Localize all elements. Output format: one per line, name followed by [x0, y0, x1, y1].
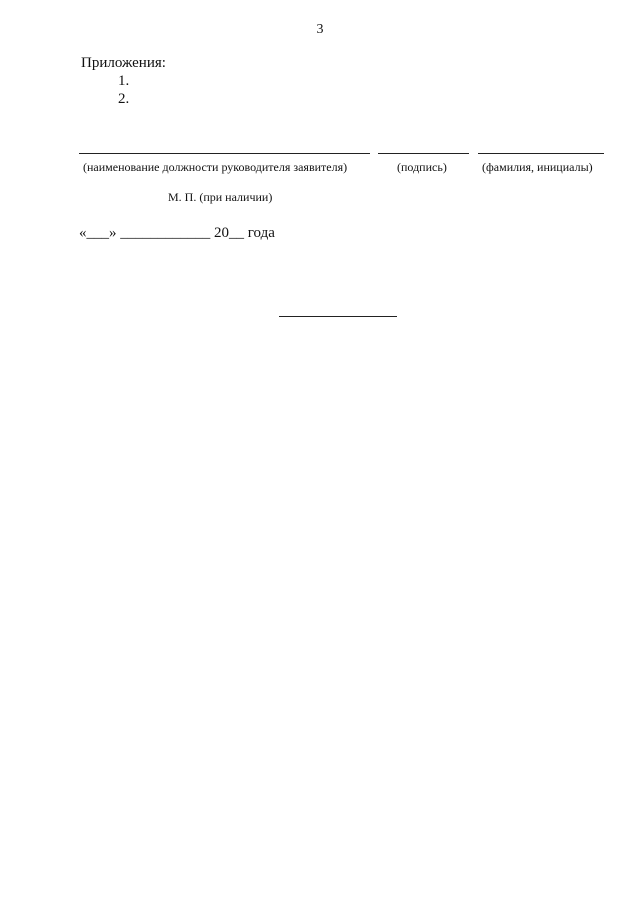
signature-line	[378, 153, 469, 154]
attachment-item-2: 2.	[118, 91, 130, 107]
date-line: «___» ____________ 20__ года	[79, 225, 275, 241]
attachment-item-1: 1.	[118, 73, 130, 89]
position-signature-line	[79, 153, 370, 154]
page-number: 3	[316, 22, 324, 37]
attachments-title: Приложения:	[81, 55, 166, 71]
signature-caption: (подпись)	[397, 160, 447, 174]
stamp-note: М. П. (при наличии)	[168, 190, 273, 204]
end-rule	[279, 316, 397, 317]
name-signature-line	[478, 153, 604, 154]
name-caption: (фамилия, инициалы)	[482, 160, 593, 174]
position-caption: (наименование должности руководителя заявителя)	[83, 160, 348, 174]
